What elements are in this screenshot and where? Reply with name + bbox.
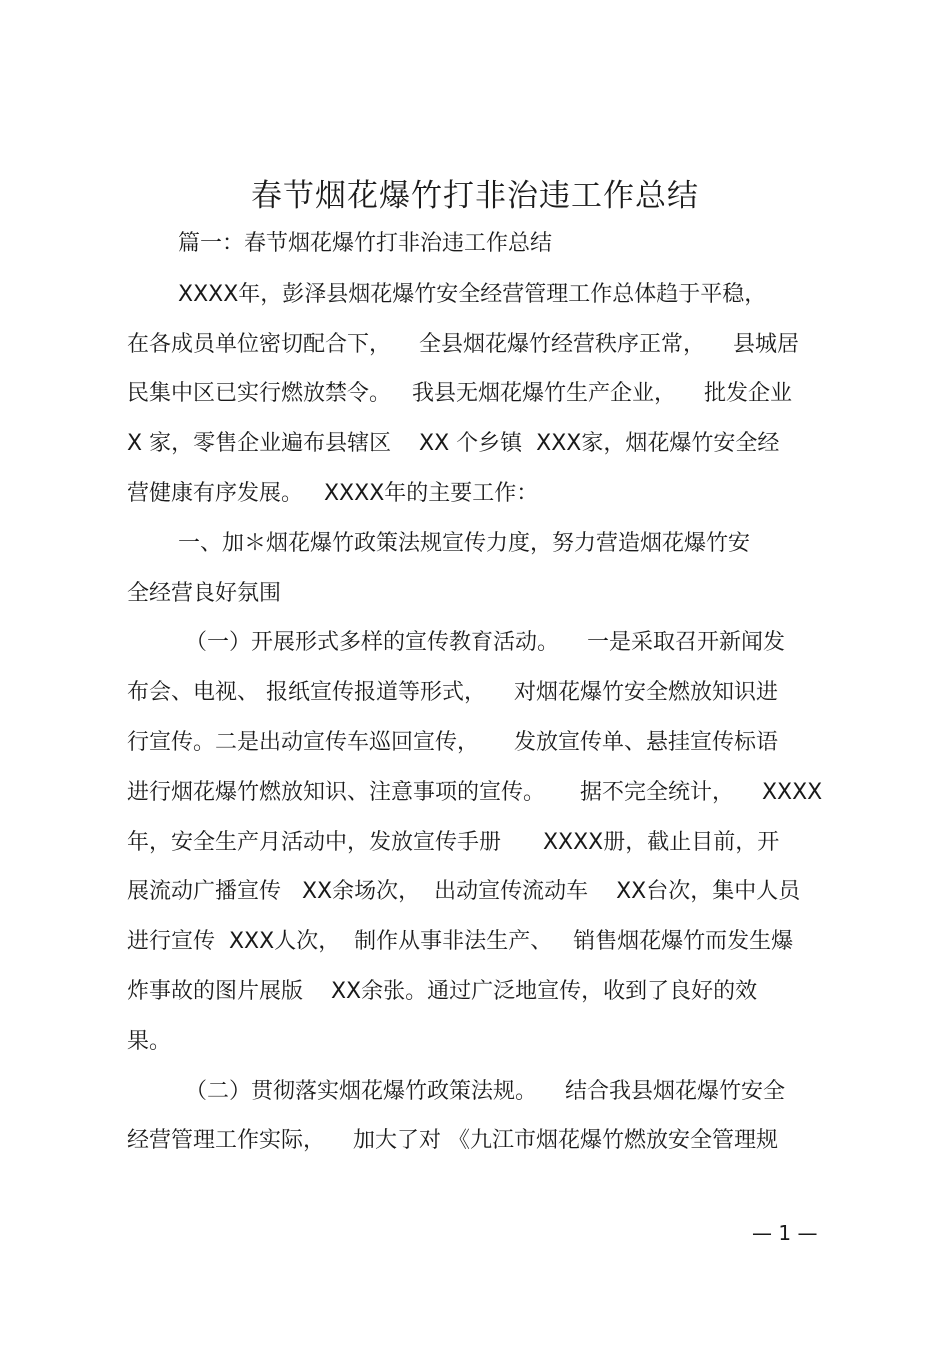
text-line: 篇一：春节烟花爆竹打非治违工作总结 bbox=[178, 231, 553, 256]
page-number: — 1 — bbox=[752, 1221, 818, 1245]
text-line: XXXX年，彭泽县烟花爆竹安全经营管理工作总体趋于平稳， bbox=[178, 282, 767, 307]
text-line: 布会、电视、 报纸宣传报道等形式， 对烟花爆竹安全燃放知识进 bbox=[127, 680, 778, 705]
text-line: 全经营良好氛围 bbox=[127, 581, 282, 606]
text-line: 在各成员单位密切配合下， 全县烟花爆竹经营秩序正常， 县城居 bbox=[127, 332, 799, 357]
text-line: 一、加＊烟花爆竹政策法规宣传力度，努力营造烟花爆竹安 bbox=[178, 531, 751, 556]
text-line: （二）贯彻落实烟花爆竹政策法规。 结合我县烟花爆竹安全 bbox=[185, 1079, 785, 1104]
text-line: 进行烟花爆竹燃放知识、注意事项的宣传。 据不完全统计， XXXX bbox=[127, 780, 823, 805]
text-line: 展流动广播宣传 XX余场次， 出动宣传流动车 XX台次，集中人员 bbox=[127, 879, 801, 904]
text-line: 年，安全生产月活动中，发放宣传手册 XXXX册，截止目前，开 bbox=[127, 830, 780, 855]
text-line: 营健康有序发展。 XXXX年的主要工作： bbox=[127, 481, 539, 506]
document-title: 春节烟花爆竹打非治违工作总结 bbox=[251, 178, 699, 214]
text-line: 行宣传。二是出动宣传车巡回宣传， 发放宣传单、悬挂宣传标语 bbox=[127, 730, 778, 755]
text-line: 经营管理工作实际， 加大了对 《九江市烟花爆竹燃放安全管理规 bbox=[127, 1128, 778, 1153]
text-line: X 家，零售企业遍布县辖区 XX 个乡镇 XXX家，烟花爆竹安全经 bbox=[127, 431, 780, 456]
text-line: （一）开展形式多样的宣传教育活动。 一是采取召开新闻发 bbox=[185, 630, 785, 655]
text-line: 果。 bbox=[127, 1029, 172, 1054]
text-line: 进行宣传 XXX人次， 制作从事非法生产、 销售烟花爆竹而发生爆 bbox=[127, 929, 794, 954]
text-line: 炸事故的图片展版 XX余张。通过广泛地宣传，收到了良好的效 bbox=[127, 979, 758, 1004]
text-line: 民集中区已实行燃放禁令。 我县无烟花爆竹生产企业， 批发企业 bbox=[127, 381, 792, 406]
